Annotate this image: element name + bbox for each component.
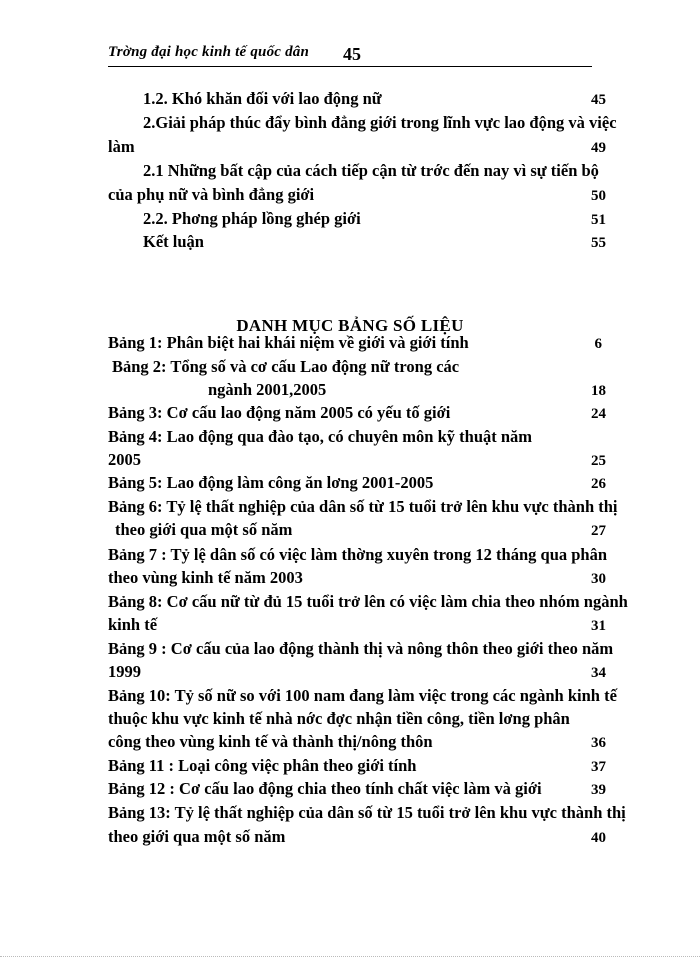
table-entry-text: Bảng 9 : Cơ cấu của lao động thành thị và nông thôn theo giới theo năm [108,639,614,658]
table-entry-text: Bảng 4: Lao động qua đào tạo, có chuyên môn kỹ thuật năm [108,427,533,446]
toc-entry-text: 2.1 Những bất cập của cách tiếp cận từ trớc đến nay vì sự tiến bộ [143,161,599,180]
table-entry-page: 6 [594,336,602,352]
table-entry-text: Bảng 6: Tỷ lệ thất nghiệp của dân số từ 15 tuổi trở lên khu vực thành thị [108,497,618,516]
toc-entry-text: Kết luận [143,232,204,251]
table-entry-page: 40 [591,830,606,846]
toc-entry-text: làm [108,137,135,156]
table-entry-text: theo giới qua một số năm [108,827,286,846]
table-entry-page: 27 [591,523,606,539]
table-entry-page: 34 [591,665,606,681]
toc-entry-page: 51 [591,212,606,228]
toc-entry-text: 2.Giải pháp thúc đẩy bình đẳng giới trong lĩnh vực lao động và việc [143,113,617,132]
header-page-number: 45 [343,44,361,64]
table-entry-text: theo vùng kinh tế năm 2003 [108,568,303,587]
table-entry-page: 36 [591,735,606,751]
table-entry-page: 18 [591,383,606,399]
table-entry-text: Bảng 3: Cơ cấu lao động năm 2005 có yếu tố giới [108,403,451,422]
table-entry-text: thuộc khu vực kinh tế nhà nớc đợc nhận tiền công, tiền lơng phân [108,709,570,728]
table-entry-text: 1999 [108,662,141,681]
table-entry-text: Bảng 12 : Cơ cấu lao động chia theo tính chất việc làm và giới [108,779,542,798]
toc-entry-text: của phụ nữ và bình đẳng giới [108,185,315,204]
toc-entry-page: 45 [591,92,606,108]
table-entry-page: 24 [591,406,606,422]
table-entry-text: Bảng 13: Tỷ lệ thất nghiệp của dân số từ 15 tuổi trở lên khu vực thành thị [108,803,626,822]
section-title: DANH MỤC BẢNG SỐ LIỆU [236,316,464,335]
table-entry-page: 30 [591,571,606,587]
toc-entry-page: 49 [591,140,606,156]
table-entry-text: công theo vùng kinh tế và thành thị/nông thôn [108,732,433,751]
table-entry-text: Bảng 1: Phân biệt hai khái niệm về giới và giới tính [108,333,469,352]
table-entry-text: 2005 [108,450,141,469]
table-entry-text: theo giới qua một số năm [115,520,293,539]
table-entry-page: 39 [591,782,606,798]
table-entry-text: Bảng 5: Lao động làm công ăn lơng 2001-2005 [108,473,434,492]
toc-entry-page: 50 [591,188,606,204]
table-entry-page: 31 [591,618,606,634]
table-entry-text: Bảng 2: Tổng số và cơ cấu Lao động nữ trong các [112,357,460,376]
toc-entry-page: 55 [591,235,606,251]
table-entry-text: ngành 2001,2005 [208,380,327,399]
bottom-divider [0,956,700,957]
table-entry-text: Bảng 10: Tỷ số nữ so với 100 nam đang làm việc trong các ngành kinh tế [108,686,617,705]
table-entry-page: 25 [591,453,606,469]
table-entry-text: kinh tế [108,615,158,634]
table-entry-page: 26 [591,476,606,492]
table-entry-text: Bảng 11 : Loại công việc phân theo giới tính [108,756,417,775]
table-entry-text: Bảng 7 : Tỷ lệ dân số có việc làm thờng xuyên trong 12 tháng qua phân [108,545,608,564]
table-entry-page: 37 [591,759,606,775]
toc-entry-text: 2.2. Phơng pháp lồng ghép giới [143,209,361,228]
toc-entry-text: 1.2. Khó khăn đối với lao động nữ [143,89,382,108]
page-header [108,44,592,67]
table-entry-text: Bảng 8: Cơ cấu nữ từ đủ 15 tuổi trở lên có việc làm chia theo nhóm ngành [108,592,628,611]
header-university: Trờng đại học kinh tế quốc dân [108,44,310,60]
